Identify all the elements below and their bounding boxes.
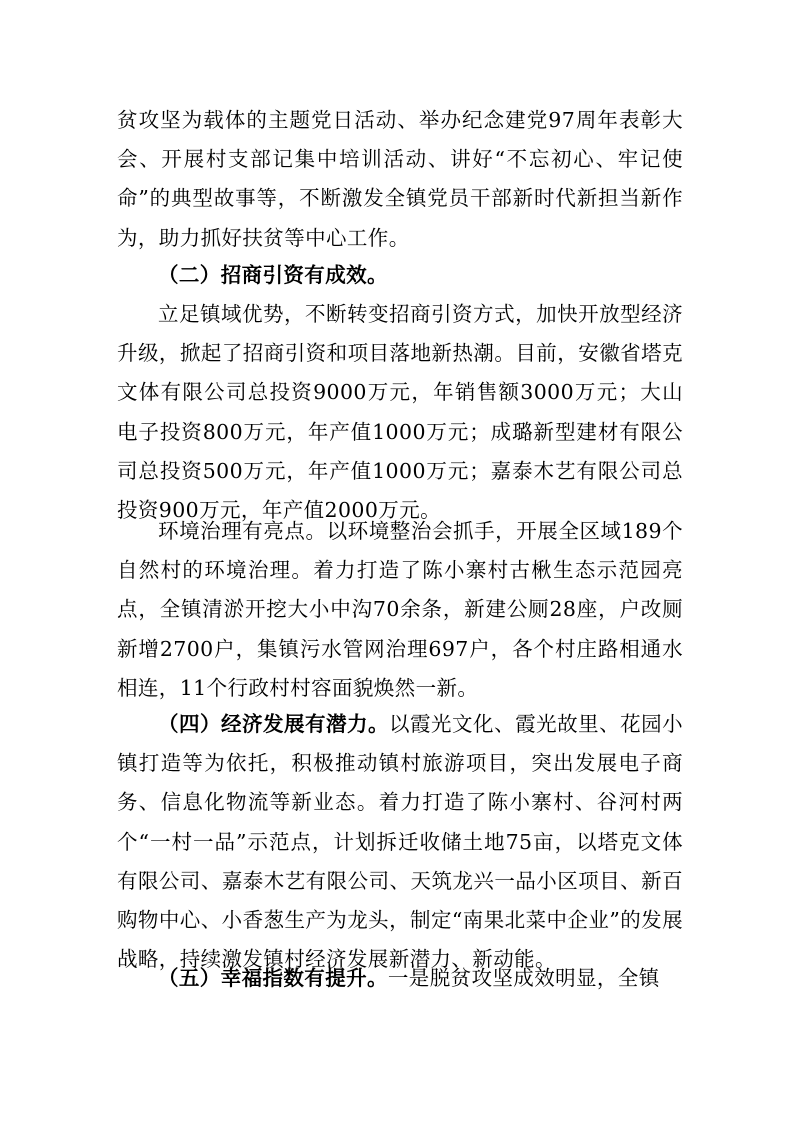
paragraph-text: 贫攻坚为载体的主题党日活动、举办纪念建党97周年表彰大会、开展村支部记集中培训活动、讲好“不忘初心、牢记使命”的典型故事等，不断激发全镇党员干部新时代新担当新作为，助力抓好扶贫等中心工作。 <box>117 108 683 250</box>
paragraph-happiness <box>117 959 683 998</box>
section-heading-economy: （四）经济发展有潜力。 <box>158 712 390 736</box>
paragraph-investment <box>117 295 683 530</box>
section-heading-investment <box>117 256 683 295</box>
paragraph-party-activities <box>117 101 683 258</box>
heading-text: （二）招商引资有成效。 <box>158 263 388 287</box>
paragraph-text: 以霞光文化、霞光故里、花园小镇打造等为依托，积极推动镇村旅游项目，突出发展电子商务、信息化物流等新业态。着力打造了陈小寨村、谷河村两个“一村一品”示范点，计划拆迁收储土地75亩，以塔克文体有限公司、嘉泰木艺有限公司、天筑龙兴一品小区项目、新百购物中心、小香葱生产为龙头，制定“南果北菜中企业”的发展战略，持续激发镇村经济发展新潜力、新动能。 <box>117 712 683 972</box>
paragraph-environment <box>117 512 683 708</box>
paragraph-text: 立足镇域优势，不断转变招商引资方式，加快开放型经济升级，掀起了招商引资和项目落地新热潮。目前，安徽省塔克文体有限公司总投资9000万元，年销售额3000万元；大山电子投资800万元，年产值1000万元；成璐新型建材有限公司总投资500万元，年产值1000万元；嘉泰木艺有限公司总投资900万元，年产值2000万元。 <box>117 302 683 523</box>
section-heading-happiness: （五）幸福指数有提升。 <box>158 966 388 990</box>
paragraph-text: 环境治理有亮点。以环境整治会抓手，开展全区域189个自然村的环境治理。着力打造了陈小寨村古楸生态示范园亮点，全镇清淤开挖大小中沟70余条，新建公厕28座，户改厕新增2700户，集镇污水管网治理697户，各个村庄路相通水相连，11个行政村村容面貌焕然一新。 <box>117 519 683 700</box>
paragraph-text: 一是脱贫攻坚成效明显，全镇 <box>387 966 660 990</box>
paragraph-economy <box>117 705 683 979</box>
